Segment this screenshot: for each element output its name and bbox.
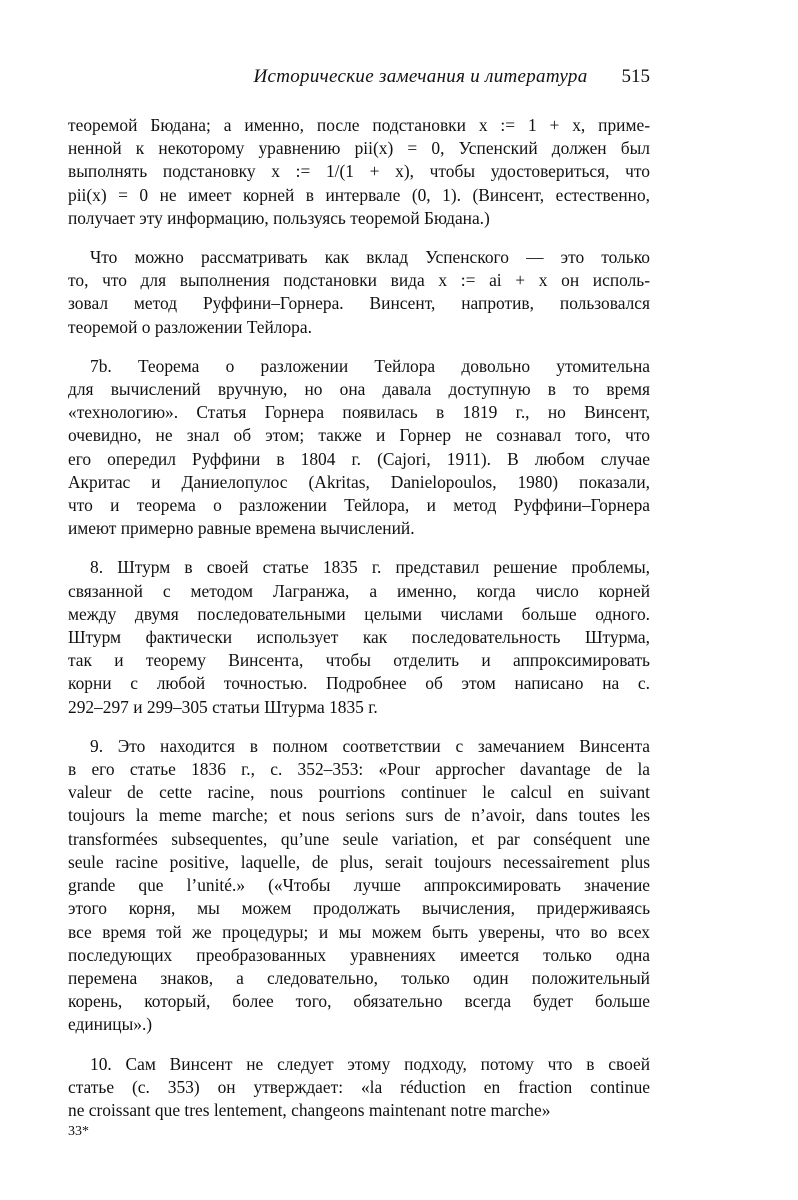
text-line: Штурм фактически использует как последовательность Штурма,	[68, 627, 650, 648]
text-line: получает эту информацию, пользуясь теоремой Бюдана.)	[68, 207, 490, 228]
text-line: seule racine positive, laquelle, de plus, serait toujours necessairement plus	[68, 851, 650, 872]
text-line: pii(x) = 0 не имеет корней в интервале (0, 1). (Винсент, естественно,	[68, 184, 650, 205]
paragraph-gap	[68, 540, 650, 556]
text-line: теоремой о разложении Тейлора.	[68, 316, 312, 337]
text-line: имеют примерно равные времена вычислений.	[68, 518, 415, 539]
text-line: для вычислений вручную, но она давала доступную в то время	[68, 379, 650, 400]
text-line: перемена знаков, а следовательно, только один положительный	[68, 967, 650, 988]
signature-mark: 33*	[68, 1124, 89, 1140]
body-text	[68, 114, 650, 1122]
text-line: valeur de cette racine, nous pourrions continuer le calcul en suivant	[68, 782, 650, 803]
text-line: ne croissant que tres lentement, changeons maintenant notre marche»	[68, 1099, 551, 1120]
text-line: 292–297 и 299–305 статьи Штурма 1835 г.	[68, 696, 378, 717]
paragraph	[68, 735, 650, 1037]
book-page	[68, 66, 650, 1140]
text-line: Акритас и Даниелопулос (Akritas, Danielopoulos, 1980) показали,	[68, 471, 650, 492]
text-line: Что можно рассматривать как вклад Успенского — это только	[90, 247, 650, 268]
text-line: 7b. Теорема о разложении Тейлора довольно утомительна	[90, 355, 650, 376]
text-line: в его статье 1836 г., с. 352–353: «Pour approcher davantage de la	[68, 759, 650, 780]
text-line: между двумя последовательными целыми числами больше одного.	[68, 603, 650, 624]
running-head	[68, 66, 650, 96]
text-line: его опередил Руффини в 1804 г. (Cajori, 1911). В любом случае	[68, 448, 650, 469]
text-line: зовал метод Руффини–Горнера. Винсент, напротив, пользовался	[68, 293, 650, 314]
text-line: 8. Штурм в своей статье 1835 г. представил решение проблемы,	[90, 557, 650, 578]
text-line: все время той же процедуры; и мы можем быть уверены, что во всех	[68, 921, 650, 942]
text-line: 9. Это находится в полном соответствии с замечанием Винсента	[90, 735, 650, 756]
text-line: выполнять подстановку x := 1/(1 + x), чтобы удостовериться, что	[68, 161, 650, 182]
paragraph-gap	[68, 339, 650, 355]
text-line: корни с любой точностью. Подробнее об этом написано на с.	[68, 673, 650, 694]
text-line: корень, который, более того, обязательно всегда будет больше	[68, 991, 650, 1012]
text-line: статье (с. 353) он утверждает: «la réduction en fraction continue	[68, 1076, 650, 1097]
text-line: последующих преобразованных уравнениях имеется только одна	[68, 944, 650, 965]
text-line: единицы».)	[68, 1014, 153, 1035]
paragraph-gap	[68, 1037, 650, 1053]
paragraph	[68, 246, 650, 339]
running-title: Исторические замечания и литература	[253, 66, 588, 87]
paragraph-gap	[68, 230, 650, 246]
paragraph-gap	[68, 719, 650, 735]
text-line: transformées subsequentes, qu’une seule variation, et par conséquent une	[68, 828, 650, 849]
text-line: «технологию». Статья Горнера появилась в 1819 г., но Винсент,	[68, 402, 650, 423]
page-number: 515	[621, 66, 650, 87]
text-line: toujours la meme marche; et nous serions surs de n’avoir, dans toutes les	[68, 805, 650, 826]
text-line: так и теорему Винсента, чтобы отделить и аппроксимировать	[68, 650, 650, 671]
paragraph	[68, 114, 650, 230]
paragraph	[68, 1053, 650, 1123]
text-line: связанной с методом Лагранжа, а именно, когда число корней	[68, 580, 650, 601]
text-line: то, что для выполнения подстановки вида x := ai + x он исполь-	[68, 270, 650, 291]
text-line: grande que l’unité.» («Чтобы лучше аппроксимировать значение	[68, 875, 650, 896]
text-line: что и теорема о разложении Тейлора, и метод Руффини–Горнера	[68, 495, 650, 516]
text-line: теоремой Бюдана; а именно, после подстановки x := 1 + x, приме-	[68, 115, 650, 135]
text-line: этого корня, мы можем продолжать вычисления, придерживаясь	[68, 898, 650, 919]
paragraph	[68, 355, 650, 541]
paragraph	[68, 556, 650, 718]
text-line: ненной к некоторому уравнению pii(x) = 0, Успенский должен был	[68, 138, 650, 159]
text-line: 10. Сам Винсент не следует этому подходу, потому что в своей	[90, 1053, 650, 1074]
text-line: очевидно, не знал об этом; также и Горнер не сознавал того, что	[68, 425, 650, 446]
